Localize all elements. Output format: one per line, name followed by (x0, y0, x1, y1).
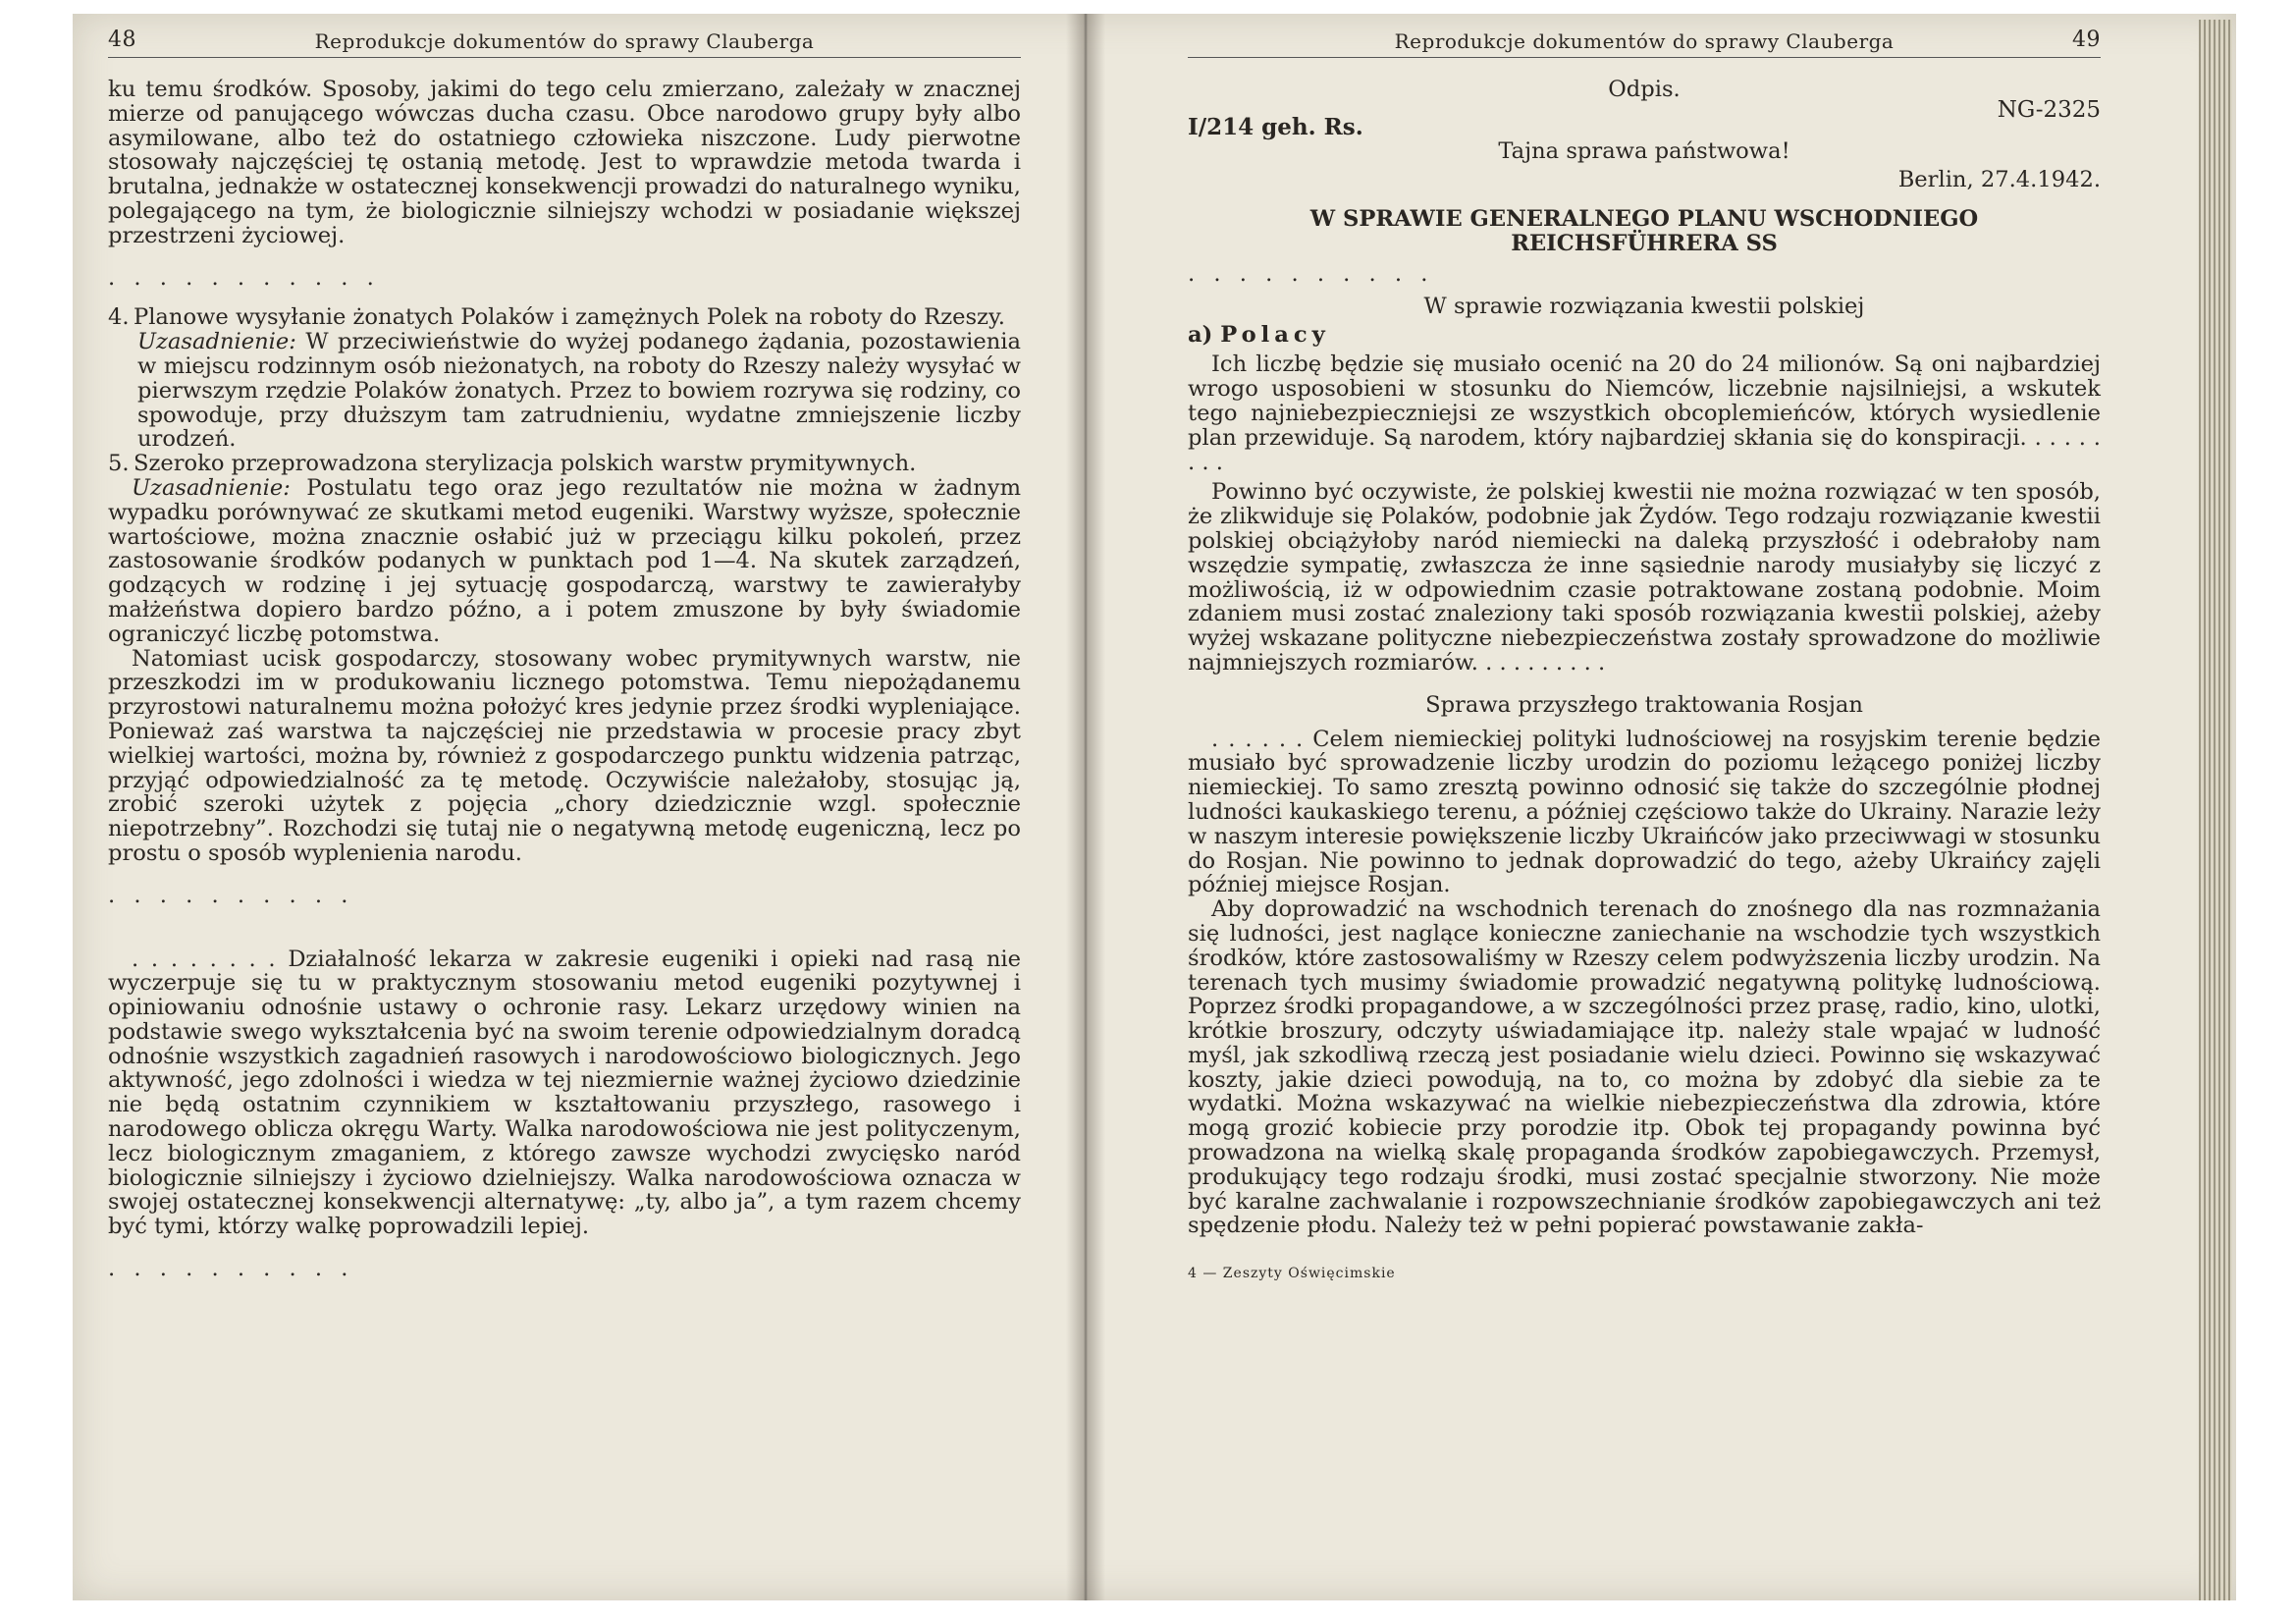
paragraph: Powinno być oczywiste, że polskiej kwestii nie można rozwiązać w ten sposób, że zlikwiduje się Polaków, podobnie jak Żydów. Tego rodzaju rozwiązanie kwestii polskiej obciążyłoby naród niemiecki na daleką przyszłość i odebrałoby nam wszędzie sympatię, zwłaszcza że inne sąsiednie narody musiałyby się liczyć z możliwością, iż w odpowiednim czasie potraktowane zostaną podobnie. Moim zdaniem musi zostać znaleziony taki sposób rozwiązania kwestii polskiej, ażeby wyżej wskazane polityczne niebezpieczeństwa zostały sprowadzone do możliwie najmniejszych rozmiarów. . . . . . . . . . (1188, 479, 2101, 676)
document-number: NG-2325 (1997, 96, 2101, 123)
right-running-head (1188, 22, 2101, 58)
secret-notice: Tajna sprawa państwowa! (1498, 137, 1790, 164)
paragraph: . . . . . . . . Działalność lekarza w zakresie eugeniki i opieki nad rasą nie wyczerpuje się tu w praktycznym stosowaniu metod eugeniki pozytywnej i opiniowaniu odnośnie ustawy o ochronie rasy. Lekarz urzędowy winien na podstawie swego wykształcenia być na swoim terenie odpowiedzialnym doradcą odnośnie wszystkich zagadnień rasowych i narodowościowo biologicznych. Jego aktywność, jego zdolności i wiedza w tej niezmiernie ważnej życiowo dziedzinie nie będą ostatnim czynnikiem w kształtowaniu przyszłego, rasowego i narodowego oblicza okręgu Warty. Walka narodowościowa nie jest polityczenym, lecz biologicznym zmaganiem, z którego zawsze wychodzi zwycięsko naród biologicznie silniejszy i życiowo dzielniejszy. Walka narodowościowa oznacza w swojej ostatecznej konsekwencji alternatywę: „ty, albo ja”, a tym razem chcemy być tymi, którzy walkę poprowadzili lepiej. (108, 946, 1021, 1240)
page-footer: 4 — Zeszyty Oświęcimskie (1188, 1266, 1396, 1282)
page-number-left: 48 (108, 27, 136, 52)
paragraph: Ich liczbę będzie się musiało ocenić na 20 do 24 milionów. Są oni najbardziej wrogo usposobieni w stosunku do Niemców, liczebnie najsilniejsi, a wskutek tego najniebezpieczniejsi ze wszystkich obcoplemieńców, których wysiedlenie plan przewiduje. Są narodem, który najbardziej skłania się do konspiracji. . . . . . . . . (1188, 352, 2101, 475)
left-page-body (108, 78, 1021, 1281)
justification-label: Uzasadnienie: (137, 329, 296, 355)
subsection-heading (1188, 323, 2101, 348)
justification-label: Uzasadnienie: (132, 474, 291, 501)
running-head-title: Reprodukcje dokumentów do sprawy Clauberga (1394, 29, 1895, 53)
left-page (108, 22, 1021, 1297)
list-text: Planowe wysyłanie żonatych Polaków i zamężnych Polek na roboty do Rzeszy. (133, 304, 1005, 331)
paragraph: Aby doprowadzić na wschodnich terenach do znośnego dla nas rozmnażania się ludności, jest naglące konieczne zaniechanie na wschodzie tych wszystkich środków, które zastosowaliśmy w Rzeszy celem podwyższenia liczby urodzin. Na terenach tych musimy świadomie prowadzić negatywną politykę ludnościową. Poprzez środki propagandowe, a w szczególności przez prasę, radio, kino, ulotki, krótkie broszury, odczyty uświadamiające itp. należy stale wpajać w ludność myśl, jak szkodliwą rzeczą jest posiadanie wielu dzieci. Powinno się wskazywać koszty, jakie dzieci powodują, na to, co można by zdobyć dla siebie za te wydatki. Można wskazywać na wielkie niebezpieczeństwa dla zdrowia, które mogą grozić kobiecie przy porodzie itp. Obok tej propagandy powinna być prowadzona na wielką skalę propaganda środków zapobiegawczych. Przemysł, produkujący tego rodzaju środki, musi zostać specjalnie stworzony. Nie może być karalne zachwalanie i rozpowszechnianie środków zapobiegawczych ani też spędzenie płodu. Należy też w pełni popierać powstawanie zakła- (1188, 896, 2101, 1239)
list-number: 5. (108, 451, 130, 477)
page-edges (2199, 20, 2232, 1600)
ellipsis-row: . . . . . . . . . . . (108, 264, 380, 291)
book-spine (1066, 14, 1105, 1600)
list-text: Szeroko przeprowadzona sterylizacja polskich warstw prymitywnych. (133, 451, 917, 477)
page-number-right: 49 (2072, 27, 2101, 52)
right-page-body (1188, 78, 2101, 1286)
paragraph: . . . . . . Celem niemieckiej polityki ludnościowej na rosyjskim terenie będzie musiało być sprowadzenie liczby urodzin do poziomu leżącego poniżej liczby niemieckiej. To samo zresztą powinno odnosić się także do szczególnie płodnej ludności kaukaskiego terenu, a później częściowo także do Ukrainy. Narazie leży w naszym interesie powiększenie liczby Ukraińców jako przeciwwagi w stosunku do Rosjan. Nie powinno to jednak doprowadzić do tego, ażeby Ukraińcy zajęli później miejsce Rosjan. (1188, 726, 2101, 898)
left-running-head (108, 22, 1021, 58)
subsection-title: Polacy (1220, 321, 1330, 348)
list-item-4 (108, 305, 1021, 330)
justification-paragraph (108, 476, 1021, 647)
paragraph: Natomiast ucisk gospodarczy, stosowany wobec prymitywnych warstw, nie przeszkodzi im w produkowaniu licznego potomstwa. Temu niepożądanemu przyrostowi naturalnemu można położyć kres jedynie przez środki wypleniające. Ponieważ zaś warstwa ta najczęściej nie przedstawia w procesie pracy zbyt wielkiej wartości, można by, również z gospodarczego punktu widzenia patrząc, przyjąć odpowiedzialność za tę metodę. Oczywiście należałoby, stosując ją, zrobić szeroki użytek z pojęcia „chory dziedzicznie wzgl. społecznie niepotrzebny”. Rozchodzi się tutaj nie o negatywną metodę eugeniczną, lecz po prostu o sposób wyplenienia narodu. (108, 645, 1021, 866)
justification-paragraph (137, 330, 1021, 452)
ellipsis-row: . . . . . . . . . . (108, 1256, 354, 1282)
ellipsis-row: . . . . . . . . . . (1188, 260, 1434, 287)
list-item-5 (108, 452, 1021, 476)
justification-text: W przeciwieństwie do wyżej podanego żądania, pozostawienia w miejscu rodzinnym osób nieżonatych, na roboty do Rzeszy należy wysyłać w pierwszym rzędzie Polaków żonatych. Przez to bowiem rozrywa się rodziny, co spowoduje, przy dłuższym tam zatrudnieniu, wydatne zmniejszenie liczby urodzeń. (137, 329, 1021, 453)
right-page (1188, 22, 2101, 1286)
subsection-letter: a) (1188, 321, 1221, 348)
reference-number: I/214 geh. Rs. (1188, 113, 1363, 140)
document-title-line-1: W SPRAWIE GENERALNEGO PLANU WSCHODNIEGO (1309, 206, 1979, 233)
document-title-line-2: REICHSFÜHRERA SS (1511, 231, 1778, 257)
copy-label: Odpis. (1608, 77, 1681, 102)
section-heading: W sprawie rozwiązania kwestii polskiej (1423, 293, 1865, 319)
paragraph: ku temu środków. Sposoby, jakimi do tego celu zmierzano, zależały w znacznej mierze od panującego wówczas ducha czasu. Obce narodowo grupy były albo asymilowane, albo też do ostatniego człowieka niszczone. Ludy pierwotne stosowały najczęściej tę ostanią metodę. Jest to wprawdzie metoda twarda i brutalna, jednakże w ostatecznej konsekwencji prowadzi do naturalnego wyniku, polegającego na tym, że biologicznie silniejszy wchodzi w posiadanie większej przestrzeni życiowej. (108, 77, 1021, 248)
running-head-title: Reprodukcje dokumentów do sprawy Clauberga (314, 29, 815, 53)
ellipsis-row: . . . . . . . . . . (108, 882, 354, 908)
justification-text: Postulatu tego oraz jego rezultatów nie można w żadnym wypadku porównywać ze skutkami metod eugeniki. Warstwy wyższe, społecznie wartościowe, można znacznie osłabić już w przeciągu kilku pokoleń, przez zastosowanie środków podanych w punktach pod 1—4. Na skutek zarządzeń, godzących w rodzinę i jej sytuację gospodarczą, warstwy te zawierałyby małżeństwa dopiero bardzo późno, a i potem zmuszone by były świadomie ograniczyć liczbę potomstwa. (108, 474, 1021, 647)
section-heading: Sprawa przyszłego traktowania Rosjan (1425, 691, 1863, 718)
place-and-date: Berlin, 27.4.1942. (1897, 166, 2101, 192)
list-number: 4. (108, 304, 130, 331)
